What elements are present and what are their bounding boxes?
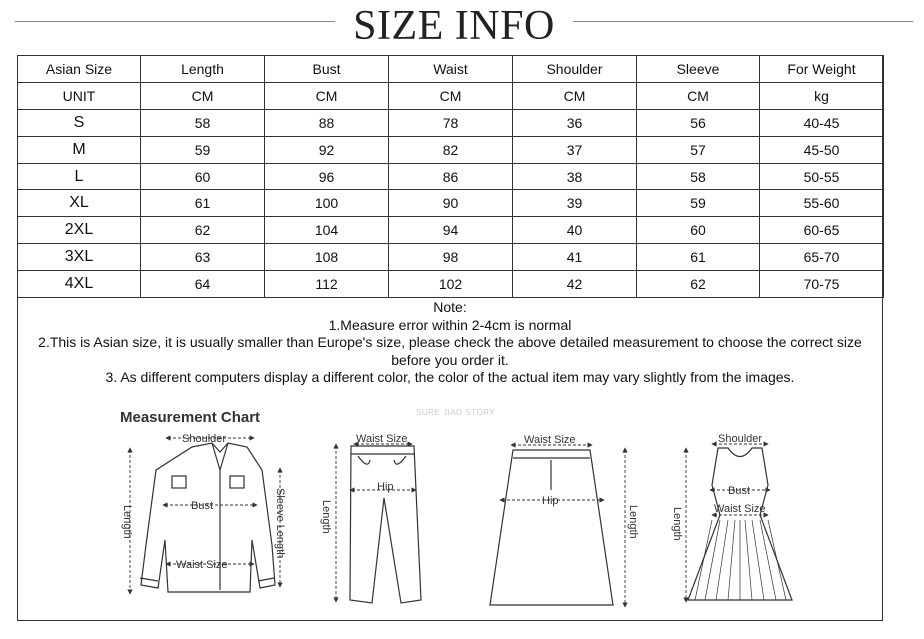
table-cell: 61	[141, 190, 265, 217]
shirt-shoulder-label: Shoulder	[182, 433, 227, 445]
note-2: 2.This is Asian size, it is usually smaller than Europe's size, please check the above detailed measurement to choose the correct size	[38, 334, 862, 350]
table-cell: 96	[265, 163, 389, 190]
table-cell: 108	[265, 244, 389, 271]
table-cell: 62	[141, 217, 265, 244]
table-cell: CM	[389, 82, 513, 109]
table-cell: 4XL	[18, 271, 141, 298]
table-cell: Length	[141, 56, 265, 83]
table-cell: 60-65	[760, 217, 884, 244]
dress-illustration	[688, 448, 792, 600]
table-cell: 63	[141, 244, 265, 271]
table-cell: 65-70	[760, 244, 884, 271]
pants-length-label: Length	[320, 500, 332, 534]
table-cell: Sleeve	[637, 56, 760, 83]
watermark: SURE JIAO STORY	[416, 408, 496, 417]
table-cell: 59	[141, 136, 265, 163]
table-cell: 112	[265, 271, 389, 298]
table-cell: 40	[513, 217, 637, 244]
page-title: SIZE INFO	[353, 3, 555, 49]
table-cell: 36	[513, 109, 637, 136]
table-cell: CM	[265, 82, 389, 109]
shirt-bust-label: Bust	[191, 500, 214, 512]
note-2-continued: before you order it.	[391, 351, 509, 368]
table-cell: 55-60	[760, 190, 884, 217]
table-cell: XL	[18, 190, 141, 217]
table-cell: Shoulder	[513, 56, 637, 83]
shirt-length-label: Length	[121, 505, 133, 539]
notes-heading: Note:	[433, 299, 467, 315]
table-cell: 86	[389, 163, 513, 190]
note-1: 1.Measure error within 2-4cm is normal	[328, 316, 572, 333]
table-cell: Waist	[389, 56, 513, 83]
dress-shoulder-label: Shoulder	[718, 433, 763, 445]
table-cell: 94	[389, 217, 513, 244]
dress-dimension-lines	[686, 444, 768, 600]
table-cell: 88	[265, 109, 389, 136]
table-cell: 70-75	[760, 271, 884, 298]
table-cell: 58	[637, 163, 760, 190]
table-cell: 64	[141, 271, 265, 298]
shirt-sleeve-label: Sleeve Length	[274, 488, 286, 559]
table-cell: 42	[513, 271, 637, 298]
table-cell: 92	[265, 136, 389, 163]
table-cell: 3XL	[18, 244, 141, 271]
table-cell: CM	[637, 82, 760, 109]
table-cell: 58	[141, 109, 265, 136]
pants-hip-label: Hip	[377, 481, 394, 493]
table-cell: S	[18, 109, 141, 136]
table-cell: 100	[265, 190, 389, 217]
table-cell: 61	[637, 244, 760, 271]
table-cell: 38	[513, 163, 637, 190]
pants-illustration	[350, 446, 421, 603]
table-cell: 98	[389, 244, 513, 271]
table-cell: 59	[637, 190, 760, 217]
table-cell: 50-55	[760, 163, 884, 190]
table-cell: 40-45	[760, 109, 884, 136]
skirt-hip-label: Hip	[542, 495, 559, 507]
table-cell: CM	[513, 82, 637, 109]
table-cell: 39	[513, 190, 637, 217]
table-cell: 60	[141, 163, 265, 190]
table-cell: For Weight	[760, 56, 884, 83]
table-cell: UNIT	[18, 82, 141, 109]
table-cell: 90	[389, 190, 513, 217]
table-cell: 104	[265, 217, 389, 244]
table-cell: 102	[389, 271, 513, 298]
measurement-chart-title: Measurement Chart	[120, 409, 261, 426]
dress-length-label: Length	[671, 507, 683, 541]
table-cell: 57	[637, 136, 760, 163]
table-cell: 37	[513, 136, 637, 163]
table-cell: 56	[637, 109, 760, 136]
table-cell: CM	[141, 82, 265, 109]
table-cell: L	[18, 163, 141, 190]
skirt-length-label: Length	[627, 505, 639, 539]
table-cell: M	[18, 136, 141, 163]
table-cell: 45-50	[760, 136, 884, 163]
table-cell: Bust	[265, 56, 389, 83]
dress-bust-label: Bust	[728, 485, 751, 497]
pants-waist-label: Waist Size	[356, 433, 408, 445]
table-cell: 41	[513, 244, 637, 271]
shirt-waist-label: Waist Size	[176, 559, 228, 571]
table-cell: 2XL	[18, 217, 141, 244]
table-cell: Asian Size	[18, 56, 141, 83]
skirt-dimension-lines	[502, 445, 625, 605]
table-cell: 62	[637, 271, 760, 298]
skirt-illustration	[490, 450, 613, 605]
table-cell: 60	[637, 217, 760, 244]
table-cell: kg	[760, 82, 884, 109]
table-cell: 78	[389, 109, 513, 136]
dress-waist-label: Waist Size	[714, 503, 766, 515]
note-3: 3. As different computers display a different color, the color of the actual item may vary slightly from the images.	[105, 369, 795, 385]
skirt-waist-label: Waist Size	[524, 434, 576, 446]
table-cell: 82	[389, 136, 513, 163]
